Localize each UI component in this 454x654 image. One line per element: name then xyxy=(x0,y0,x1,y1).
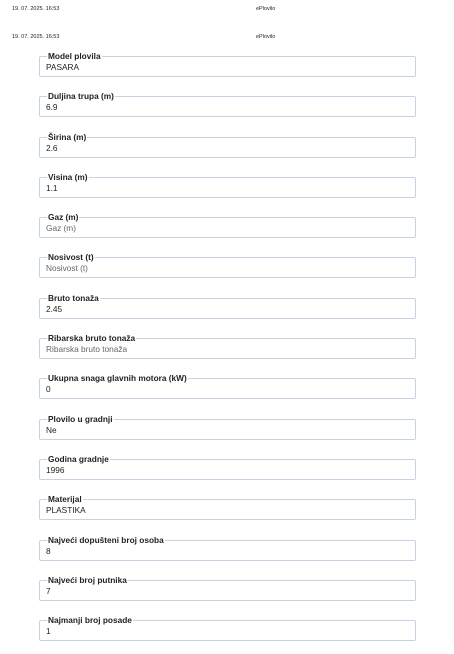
ribarska-bruto-tonaza-placeholder: Ribarska bruto tonaža xyxy=(46,344,128,355)
plovilo-u-gradnji-label: Plovilo u gradnji xyxy=(48,413,113,424)
najveci-dopusteni-broj-osoba-label: Najveći dopušteni broj osoba xyxy=(48,534,164,545)
ukupna-snaga-glavnih-motora-kw-value: 0 xyxy=(46,384,51,395)
print-datetime: 19. 07. 2025. 16:53 xyxy=(12,34,60,40)
duljina-trupa-m-value: 6.9 xyxy=(46,102,58,113)
materijal-label: Materijal xyxy=(48,494,82,505)
visina-m-input[interactable] xyxy=(39,177,416,198)
model-plovila-value: PASARA xyxy=(46,62,80,72)
gaz-m-placeholder: Gaz (m) xyxy=(46,223,76,234)
field-najveci-dopusteni-broj-osoba xyxy=(39,534,416,574)
nosivost-t-label: Nosivost (t) xyxy=(48,252,94,263)
vessel-details-form xyxy=(39,50,416,654)
field-sirina-m xyxy=(39,131,416,171)
najmanji-broj-posade-value: 1 xyxy=(46,626,51,637)
field-godina-gradnje xyxy=(39,453,416,493)
najmanji-broj-posade-label: Najmanji broj posade xyxy=(48,615,132,626)
najveci-dopusteni-broj-osoba-value: 8 xyxy=(46,545,51,556)
visina-m-value: 1.1 xyxy=(46,182,58,193)
sirina-m-input[interactable] xyxy=(39,137,416,158)
field-plovilo-u-gradnji xyxy=(39,413,416,453)
plovilo-u-gradnji-value: Ne xyxy=(46,424,57,435)
field-nosivost-t xyxy=(39,251,416,291)
ukupna-snaga-glavnih-motora-kw-label: Ukupna snaga glavnih motora (kW) xyxy=(48,373,187,384)
gaz-m-input[interactable] xyxy=(39,217,416,238)
sirina-m-value: 2.6 xyxy=(46,142,58,153)
materijal-input[interactable] xyxy=(39,499,416,520)
field-duljina-trupa-m xyxy=(39,90,416,130)
print-datetime: 19. 07. 2025. 16:53 xyxy=(12,6,60,12)
field-bruto-tonaza xyxy=(39,292,416,332)
nosivost-t-input[interactable] xyxy=(39,257,416,278)
field-najmanji-broj-posade xyxy=(39,614,416,654)
duljina-trupa-m-label: Duljina trupa (m) xyxy=(48,91,114,102)
visina-m-label: Visina (m) xyxy=(48,171,88,182)
najveci-broj-putnika-value: 7 xyxy=(46,585,51,596)
bruto-tonaza-value: 2.45 xyxy=(46,303,63,314)
bruto-tonaza-label: Bruto tonaža xyxy=(48,292,99,303)
godina-gradnje-value: 1996 xyxy=(46,464,65,475)
field-ribarska-bruto-tonaza xyxy=(39,332,416,372)
print-app-name: ePlovilo xyxy=(256,34,276,40)
gaz-m-label: Gaz (m) xyxy=(48,212,79,223)
ribarska-bruto-tonaza-label: Ribarska bruto tonaža xyxy=(48,333,136,344)
print-app-name: ePlovilo xyxy=(256,6,276,12)
nosivost-t-placeholder: Nosivost (t) xyxy=(46,263,88,274)
godina-gradnje-label: Godina gradnje xyxy=(48,453,109,464)
field-ukupna-snaga-glavnih-motora-kw xyxy=(39,372,416,412)
materijal-value: PLASTIKA xyxy=(46,505,86,516)
field-gaz-m xyxy=(39,211,416,251)
najveci-broj-putnika-label: Najveći broj putnika xyxy=(48,574,127,585)
model-plovila-label: Model plovila xyxy=(48,51,101,61)
sirina-m-label: Širina (m) xyxy=(48,131,87,142)
field-visina-m xyxy=(39,171,416,211)
field-model-plovila xyxy=(39,50,416,90)
field-materijal xyxy=(39,493,416,533)
field-najveci-broj-putnika xyxy=(39,574,416,614)
